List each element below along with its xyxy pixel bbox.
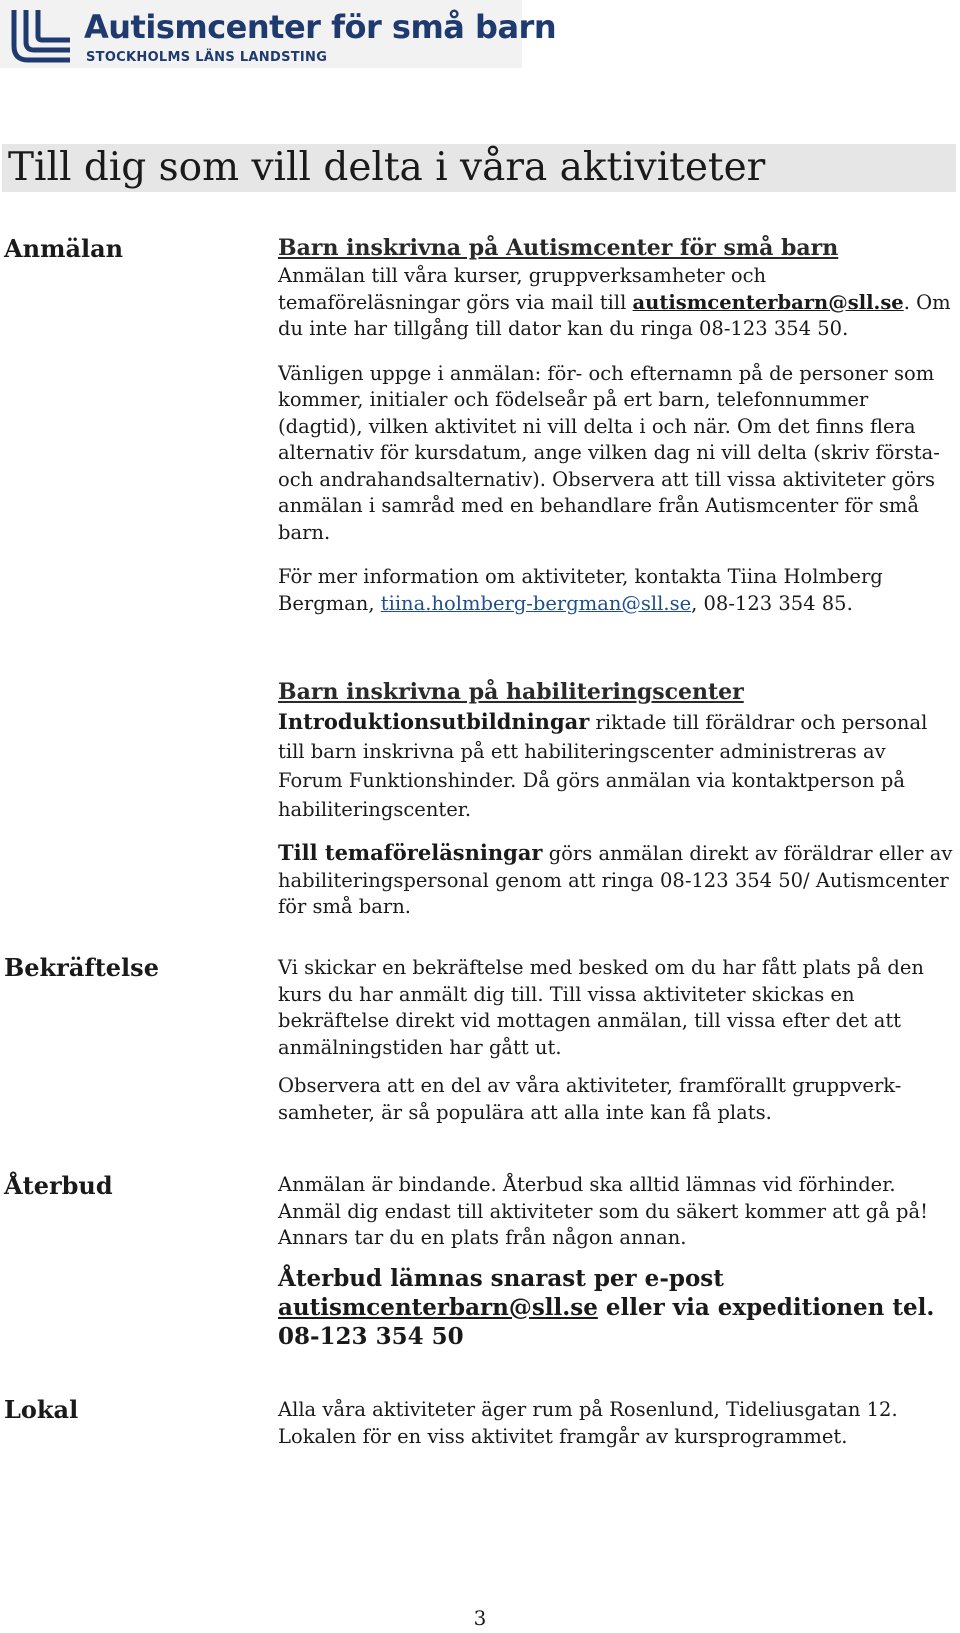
aterbud-paragraph-2: Återbud lämnas snarast per e-post autismcenterbarn@sll.se eller via expeditionen tel. 08-123 354 50 [278, 1264, 935, 1350]
section-bekraftelse [278, 955, 954, 1126]
anmalan-paragraph-2: Vänligen uppge i anmälan: för- och efternamn på de personer som kommer, initialer och födelseår på ert barn, telefonnummer (dagtid), vilken aktivitet ni vill delta i och när. Om det finns flera alternativ för kursdatum, ange vilken dag ni vill delta (skriv första- och andrahandsalternativ). Observera att till vissa aktiviteter görs anmälan i samråd med en behandlare från Autismcenter för små barn. [278, 361, 940, 544]
section-label-aterbud: Återbud [4, 1171, 113, 1200]
logo-title: Autismcenter för små barn [84, 8, 557, 46]
autism-heading: Barn inskrivna på Autismcenter för små barn [278, 235, 839, 261]
habil-paragraph-1: Introduktionsutbildningar riktade till föräldrar och personal till barn inskrivna på ett habiliteringscenter administreras av Forum Funktionshinder. Då görs anmälan via kontaktperson på habiliteringscenter. [278, 709, 928, 821]
bekraftelse-paragraph-1: Vi skickar en bekräftelse med besked om du har fått plats på den kurs du har anmält dig till. Till vissa aktiviteter skickas en bekräftelse direkt vid mottagen anmälan, till vissa efter det att anmälningstiden har gått ut. [278, 956, 924, 1059]
logo-subtitle: STOCKHOLMS LÄNS LANDSTING [86, 50, 328, 65]
header-logo [0, 0, 557, 68]
habil-paragraph-2: Till temaföreläsningar görs anmälan direkt av föräldrar eller av habiliteringspersonal genom att ringa 08-123 354 50/ Autismcenter för små barn. [278, 840, 953, 918]
section-lokal [278, 1397, 954, 1450]
section-label-lokal: Lokal [4, 1395, 79, 1424]
section-anmalan-habil [278, 678, 954, 921]
stockholm-county-logo-icon [4, 6, 76, 66]
page-title: Till dig som vill delta i våra aktiviteter [8, 145, 766, 190]
bekraftelse-paragraph-2: Observera att en del av våra aktiviteter, framförallt gruppverk-samheter, är så populära att alla inte kan få plats. [278, 1074, 902, 1124]
anmalan-paragraph-3: För mer information om aktiviteter, kontakta Tiina Holmberg Bergman, tiina.holmberg-bergman@sll.se, 08-123 354 85. [278, 565, 883, 615]
habil-heading: Barn inskrivna på habiliteringscenter [278, 679, 744, 705]
anmalan-paragraph-1: Anmälan till våra kurser, gruppverksamheter och temaföreläsningar görs via mail till autismcenterbarn@sll.se. Om du inte har tillgång till dator kan du ringa 08-123 354 50. [278, 264, 951, 340]
email-link[interactable]: autismcenterbarn@sll.se [632, 290, 904, 314]
page-number: 3 [473, 1606, 487, 1630]
aterbud-paragraph-1: Anmälan är bindande. Återbud ska alltid lämnas vid förhinder. Anmäl dig endast till aktiviteter som du säkert kommer att gå på! Annars tar du en plats från någon annan. [278, 1173, 928, 1249]
aterbud-email-link[interactable]: autismcenterbarn@sll.se [278, 1293, 598, 1321]
contact-email-link[interactable]: tiina.holmberg-bergman@sll.se [380, 591, 692, 615]
page-title-band [2, 144, 956, 192]
section-label-bekraftelse: Bekräftelse [4, 953, 159, 982]
section-aterbud [278, 1172, 954, 1351]
section-label-anmalan: Anmälan [4, 234, 124, 263]
lokal-paragraph-1: Alla våra aktiviteter äger rum på Rosenlund, Tideliusgatan 12. Lokalen för en viss aktivitet framgår av kursprogrammet. [278, 1398, 898, 1448]
section-anmalan-autism [278, 234, 954, 617]
